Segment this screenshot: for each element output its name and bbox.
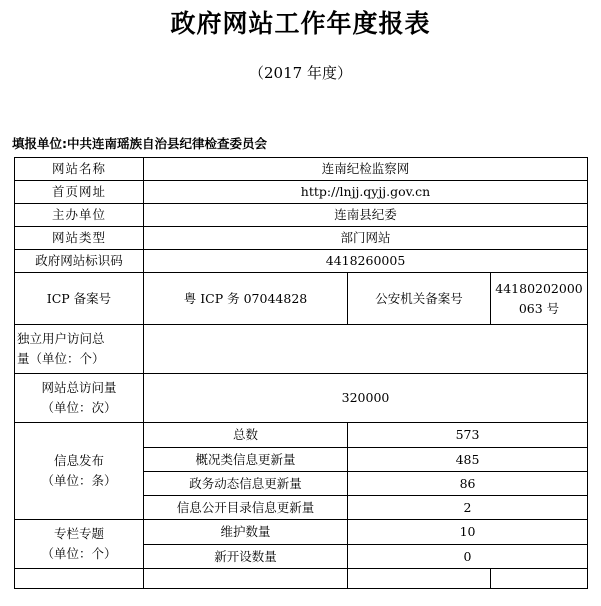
row-columns-maintained [15,520,588,545]
site-type-value: 部门网站 [144,227,588,250]
info-news-value: 86 [348,472,588,496]
unique-visitors-value [144,325,588,374]
home-url-value: http://lnjj.qyjj.gov.cn [144,181,588,204]
row-site-type [15,227,588,250]
info-total-label: 总数 [144,423,348,448]
total-visits-label-line-2: （单位：次） [41,400,117,415]
info-release-label [15,423,144,520]
row-icp [15,273,588,325]
site-name-label: 网站名称 [15,158,144,181]
site-code-label: 政府网站标识码 [15,250,144,273]
columns-new-label: 新开设数量 [144,545,348,569]
next-row-cell-3 [348,569,491,589]
info-catalog-value: 2 [348,496,588,520]
row-host-unit [15,204,588,227]
unique-visitors-label-line-1: 独立用户访问总 [17,331,105,346]
row-unique-visitors [15,325,588,374]
next-row-cell-2 [144,569,348,589]
police-record-value-line-1: 44180202000 [495,280,583,296]
row-site-code [15,250,588,273]
total-visits-label-line-1: 网站总访问量 [41,380,117,395]
info-release-label-line-2: （单位：条） [41,473,117,488]
info-overview-label: 概况类信息更新量 [144,448,348,472]
page-title: 政府网站工作年度报表 [170,9,431,38]
unique-visitors-label-line-2: 量（单位：个） [17,351,105,366]
icp-value: 粤 ICP 务 07044828 [144,273,348,325]
row-info-total [15,423,588,448]
info-overview-value: 485 [348,448,588,472]
row-total-visits [15,374,588,423]
columns-label-line-2: （单位：个） [41,546,117,561]
total-visits-label [15,374,144,423]
site-name-value: 连南纪检监察网 [144,158,588,181]
info-total-value: 573 [348,423,588,448]
row-home-url [15,181,588,204]
home-url-label: 首页网址 [15,181,144,204]
total-visits-value: 320000 [144,374,588,423]
row-next-partial [15,569,588,589]
site-type-label: 网站类型 [15,227,144,250]
icp-label: ICP 备案号 [15,273,144,325]
columns-maintained-value: 10 [348,520,588,545]
columns-label [15,520,144,569]
unique-visitors-label [15,325,144,374]
info-release-label-line-1: 信息发布 [53,453,104,468]
filing-unit: 填报单位:中共连南瑶族自治县纪律检查委员会 [12,136,267,151]
columns-new-value: 0 [348,545,588,569]
columns-label-line-1: 专栏专题 [53,526,104,541]
info-news-label: 政务动态信息更新量 [144,472,348,496]
host-unit-value: 连南县纪委 [144,204,588,227]
report-table [14,157,588,589]
row-site-name [15,158,588,181]
police-record-value-line-2: 063 号 [518,300,560,316]
site-code-value: 4418260005 [144,250,588,273]
report-year: （2017 年度） [249,64,352,82]
columns-maintained-label: 维护数量 [144,520,348,545]
host-unit-label: 主办单位 [15,204,144,227]
next-row-cell-1 [15,569,144,589]
police-record-value [491,273,588,325]
next-row-cell-4 [491,569,588,589]
police-record-label: 公安机关备案号 [348,273,491,325]
info-catalog-label: 信息公开目录信息更新量 [144,496,348,520]
